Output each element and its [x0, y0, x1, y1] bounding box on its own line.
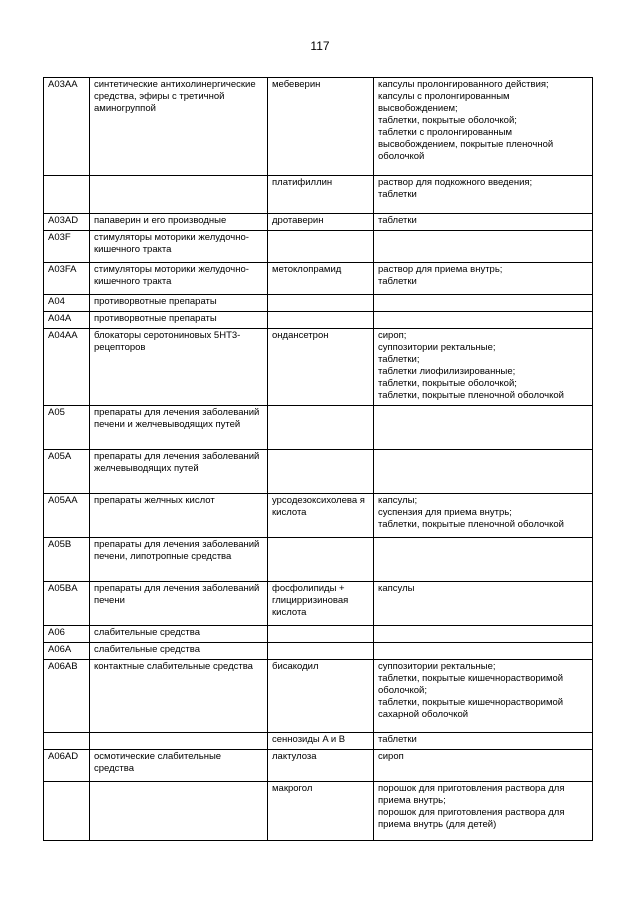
dosage-form-cell	[374, 231, 593, 263]
atc-code-cell: A04	[44, 295, 90, 312]
dosage-form-cell	[374, 312, 593, 329]
atc-code-cell: A04A	[44, 312, 90, 329]
group-name-cell: слабительные средства	[90, 626, 268, 643]
group-name-cell: препараты желчных кислот	[90, 494, 268, 538]
group-name-cell: препараты для лечения заболеваний печени, липотропные средства	[90, 538, 268, 582]
dosage-form-cell: капсулы; суспензия для приема внутрь; таблетки, покрытые пленочной оболочкой	[374, 494, 593, 538]
drug-name-cell	[268, 312, 374, 329]
group-name-cell	[90, 176, 268, 214]
dosage-form-cell: суппозитории ректальные; таблетки, покрытые кишечнорастворимой оболочкой; таблетки, покрытые кишечнорастворимой сахарной оболочкой	[374, 660, 593, 733]
drug-name-cell: фосфолипиды + глицирризиновая кислота	[268, 582, 374, 626]
group-name-cell: слабительные средства	[90, 643, 268, 660]
table-row	[44, 538, 593, 582]
dosage-form-cell: раствор для подкожного введения; таблетки	[374, 176, 593, 214]
table-row	[44, 329, 593, 406]
drug-name-cell: лактулоза	[268, 750, 374, 782]
table-row	[44, 78, 593, 176]
atc-code-cell: A06AB	[44, 660, 90, 733]
table-row	[44, 214, 593, 231]
group-name-cell: препараты для лечения заболеваний печени и желчевыводящих путей	[90, 406, 268, 450]
table-row	[44, 782, 593, 841]
drug-name-cell	[268, 538, 374, 582]
table-row	[44, 582, 593, 626]
atc-code-cell: A05	[44, 406, 90, 450]
table-row	[44, 263, 593, 295]
atc-code-cell: A03FA	[44, 263, 90, 295]
drug-name-cell: бисакодил	[268, 660, 374, 733]
drug-name-cell: ондансетрон	[268, 329, 374, 406]
atc-code-cell	[44, 176, 90, 214]
dosage-form-cell: раствор для приема внутрь; таблетки	[374, 263, 593, 295]
drug-name-cell: урсодезоксихолева я кислота	[268, 494, 374, 538]
group-name-cell	[90, 733, 268, 750]
table-row	[44, 295, 593, 312]
atc-code-cell: A05A	[44, 450, 90, 494]
group-name-cell: синтетические антихолинергические средства, эфиры с третичной аминогруппой	[90, 78, 268, 176]
table-row	[44, 231, 593, 263]
atc-code-cell: A06AD	[44, 750, 90, 782]
dosage-form-cell: капсулы пролонгированного действия; капсулы с пролонгированным высвобождением; таблетки, покрытые оболочкой; таблетки с пролонгированным высвобождением, покрытые пленочной оболочкой	[374, 78, 593, 176]
atc-code-cell: A04AA	[44, 329, 90, 406]
dosage-form-cell	[374, 538, 593, 582]
dosage-form-cell: порошок для приготовления раствора для приема внутрь; порошок для приготовления раствора для приема внутрь (для детей)	[374, 782, 593, 841]
group-name-cell: папаверин и его производные	[90, 214, 268, 231]
atc-code-cell: A06A	[44, 643, 90, 660]
table-body	[44, 78, 593, 841]
table-row	[44, 406, 593, 450]
table-row	[44, 450, 593, 494]
dosage-form-cell: капсулы	[374, 582, 593, 626]
group-name-cell: противорвотные препараты	[90, 312, 268, 329]
drug-name-cell	[268, 450, 374, 494]
table-row	[44, 733, 593, 750]
dosage-form-cell: таблетки	[374, 214, 593, 231]
group-name-cell: стимуляторы моторики желудочно-кишечного тракта	[90, 263, 268, 295]
dosage-form-cell	[374, 626, 593, 643]
drug-name-cell	[268, 643, 374, 660]
drug-name-cell: метоклопрамид	[268, 263, 374, 295]
drug-name-cell: платифиллин	[268, 176, 374, 214]
dosage-form-cell: таблетки	[374, 733, 593, 750]
table-row	[44, 494, 593, 538]
page-number: 117	[310, 39, 330, 53]
atc-code-cell	[44, 782, 90, 841]
dosage-form-cell	[374, 450, 593, 494]
atc-code-cell: A05AA	[44, 494, 90, 538]
dosage-form-cell: сироп	[374, 750, 593, 782]
drug-classification-table	[43, 77, 593, 841]
dosage-form-cell	[374, 643, 593, 660]
dosage-form-cell: сироп; суппозитории ректальные; таблетки; таблетки лиофилизированные; таблетки, покрытые оболочкой; таблетки, покрытые пленочной оболочкой	[374, 329, 593, 406]
group-name-cell: осмотические слабительные средства	[90, 750, 268, 782]
drug-name-cell: макрогол	[268, 782, 374, 841]
group-name-cell: блокаторы серотониновых 5НТ3-рецепторов	[90, 329, 268, 406]
drug-name-cell	[268, 406, 374, 450]
table-row	[44, 626, 593, 643]
table-row	[44, 750, 593, 782]
atc-code-cell: A06	[44, 626, 90, 643]
table-row	[44, 660, 593, 733]
drug-name-cell	[268, 295, 374, 312]
table-row	[44, 176, 593, 214]
group-name-cell: препараты для лечения заболеваний печени	[90, 582, 268, 626]
group-name-cell: контактные слабительные средства	[90, 660, 268, 733]
atc-code-cell: A03AA	[44, 78, 90, 176]
table-row	[44, 643, 593, 660]
atc-code-cell: A05BA	[44, 582, 90, 626]
atc-code-cell	[44, 733, 90, 750]
drug-name-cell: сеннозиды A и B	[268, 733, 374, 750]
drug-name-cell	[268, 626, 374, 643]
drug-name-cell: мебеверин	[268, 78, 374, 176]
dosage-form-cell	[374, 295, 593, 312]
atc-code-cell: A05B	[44, 538, 90, 582]
group-name-cell: противорвотные препараты	[90, 295, 268, 312]
dosage-form-cell	[374, 406, 593, 450]
drug-name-cell	[268, 231, 374, 263]
atc-code-cell: A03AD	[44, 214, 90, 231]
table-row	[44, 312, 593, 329]
drug-name-cell: дротаверин	[268, 214, 374, 231]
group-name-cell: стимуляторы моторики желудочно-кишечного тракта	[90, 231, 268, 263]
group-name-cell	[90, 782, 268, 841]
group-name-cell: препараты для лечения заболеваний желчевыводящих путей	[90, 450, 268, 494]
atc-code-cell: A03F	[44, 231, 90, 263]
